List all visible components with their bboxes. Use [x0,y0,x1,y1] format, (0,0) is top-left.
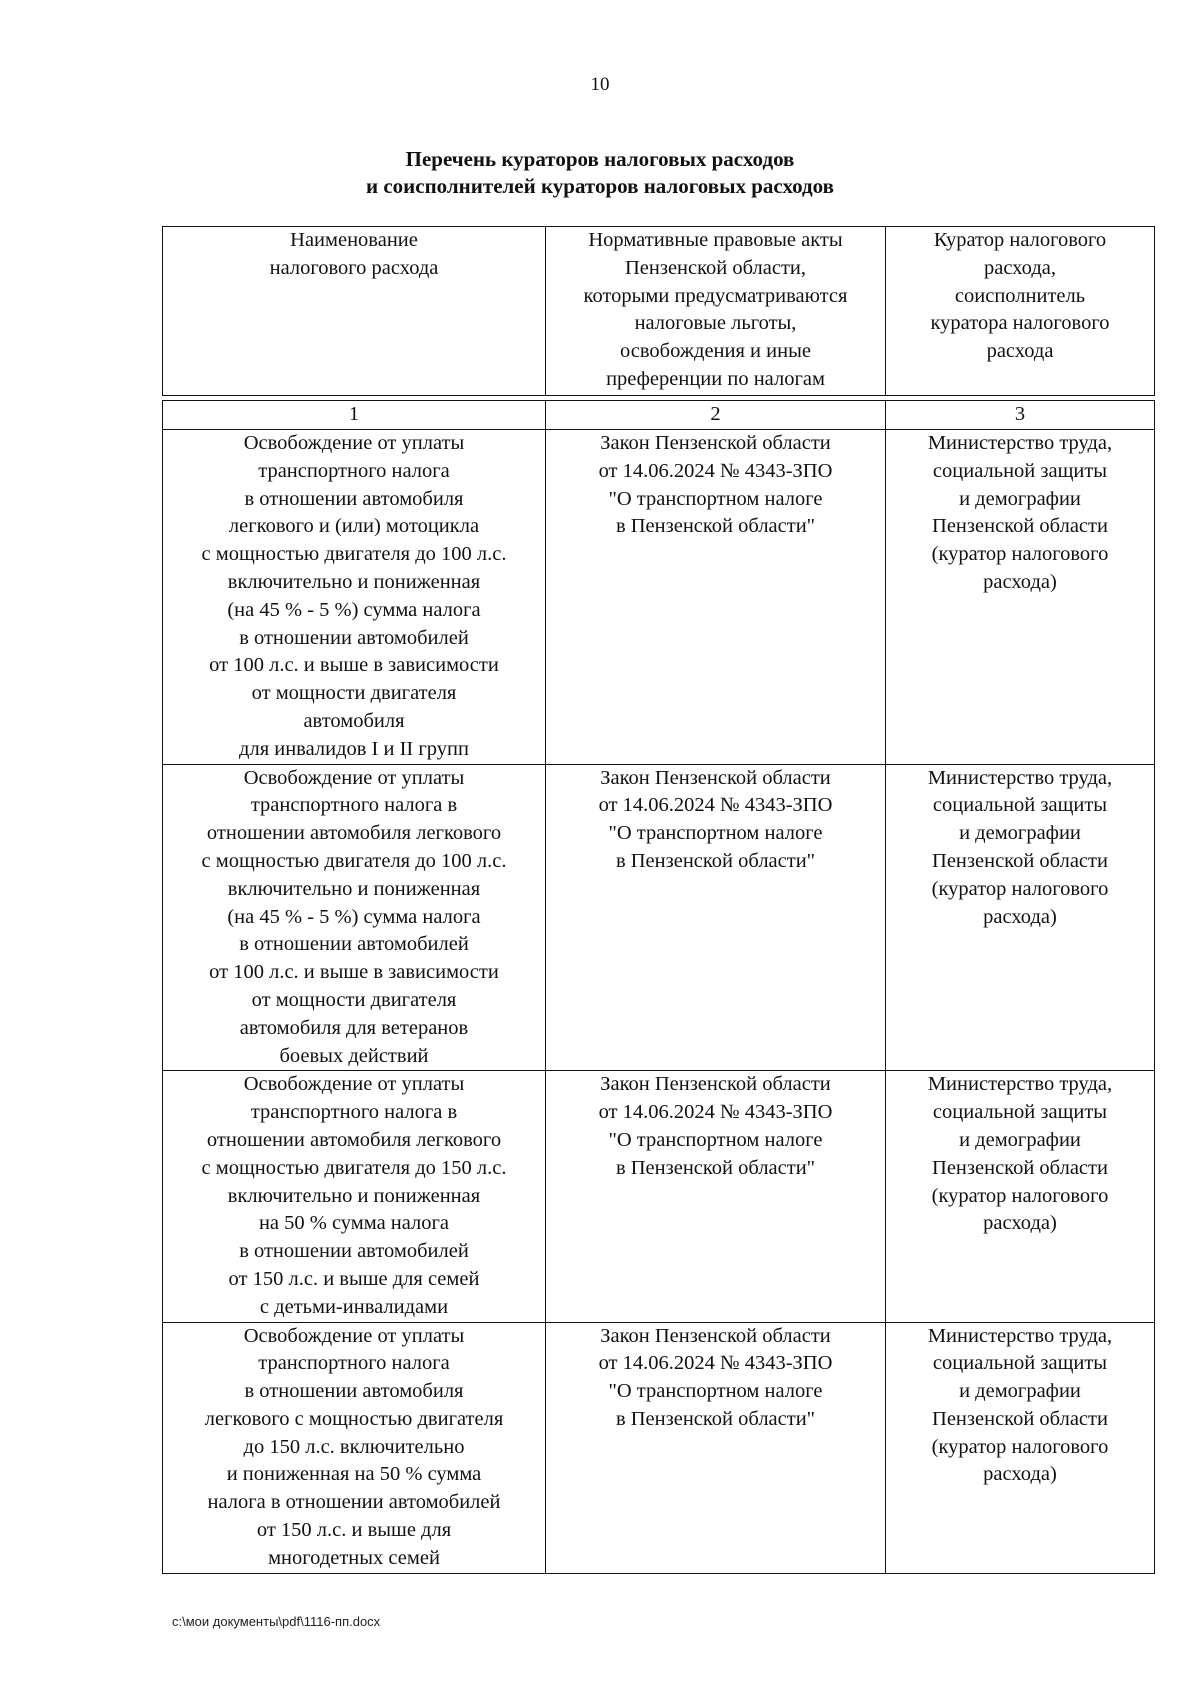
cell-line: "О транспортном налоге [608,1380,823,1403]
cell-line: (куратор налогового [931,543,1109,566]
cell-line: Освобождение от уплаты [243,432,465,454]
cell-line: налоговые льготы, [634,312,797,335]
cell-line: расхода) [983,905,1057,928]
cell-line: многодетных семей [268,1546,440,1569]
cell-line: Пензенской области [932,849,1108,872]
cell-line: налога в отношении автомобилей [207,1491,501,1514]
cell-line: Пензенской области, [624,256,807,279]
cell-line: (на 45 % - 5 %) сумма налога [227,598,481,621]
cell-line: отношении автомобиля легкового [206,1128,502,1151]
cell-line: Освобождение от уплаты [243,1073,465,1096]
cell-line: Куратор налогового [933,229,1107,251]
table-row [163,1071,1155,1322]
cell-line: в отношении автомобиля [244,487,464,510]
cell-line: Наименование [290,229,418,251]
cell-line: расхода) [983,1463,1057,1486]
cell-line: социальной защиты [932,459,1108,482]
header-cell-curator [886,227,1155,396]
cell-line: расхода) [983,1212,1057,1235]
cell-line: "О транспортном налоге [608,822,823,845]
cell-line: в Пензенской области" [615,1407,816,1430]
cell-line: (куратор налогового [931,877,1109,900]
cell-line: преференции по налогам [606,367,825,390]
cell-line: Министерство труда, [927,1073,1113,1096]
cell-line: в отношении автомобилей [239,933,469,956]
cell-line: до 150 л.с. включительно [243,1435,465,1458]
table-row [163,764,1155,1071]
title-line-2: и соисполнителей кураторов налоговых расходов [365,174,834,198]
cell-line: и демографии [959,487,1081,510]
cell-line: Освобождение от уплаты [243,1324,465,1347]
legal-act [546,764,886,1071]
tax-expense-name [163,1322,546,1573]
cell-line: расхода, [984,256,1056,279]
cell-line: от 100 л.с. и выше в зависимости [209,961,499,984]
table-row [163,1322,1155,1573]
header-row [163,227,1155,396]
cell-line: которыми предусматриваются [583,284,848,307]
curator [886,1322,1155,1573]
cell-line: в Пензенской области" [615,1156,816,1179]
cell-line: автомобиля для ветеранов [239,1016,469,1039]
cell-line: с мощностью двигателя до 100 л.с. [201,849,507,872]
tax-expense-name [163,764,546,1071]
cell-line: (куратор налогового [931,1435,1109,1458]
cell-line: расхода [986,340,1054,363]
cell-line: транспортного налога в [250,794,458,817]
cell-line: от 14.06.2024 № 4343-ЗПО [598,1101,833,1124]
cell-line: от 150 л.с. и выше для семей [228,1267,480,1290]
cell-line: легкового с мощностью двигателя [204,1407,504,1430]
cell-line: с детьми-инвалидами [259,1295,449,1318]
header-table [162,226,1155,396]
cell-line: автомобиля [303,709,405,732]
cell-line: Нормативные правовые акты [588,229,843,251]
title-line-1: Перечень кураторов налоговых расходов [405,147,795,171]
cell-line: (куратор налогового [931,1184,1109,1207]
tax-expense-name [163,430,546,765]
cell-line: в Пензенской области" [615,515,816,538]
cell-line: с мощностью двигателя до 150 л.с. [201,1156,507,1179]
cell-line: от мощности двигателя [251,682,457,705]
cell-line: налогового расхода [269,256,439,279]
cell-line: Закон Пензенской области [600,432,831,454]
column-number: 1 [163,401,546,430]
cell-line: "О транспортном налоге [608,1128,823,1151]
document-path: c:\мои документы\pdf\1116-пп.docx [172,1614,381,1629]
cell-line: и демографии [959,1380,1081,1403]
cell-line: Закон Пензенской области [600,1073,831,1096]
cell-line: от 150 л.с. и выше для [256,1519,452,1542]
table-row [163,430,1155,765]
cell-line: Министерство труда, [927,766,1113,789]
curator [886,764,1155,1071]
cell-line: соисполнитель [954,284,1086,307]
cell-line: в отношении автомобиля [244,1380,464,1403]
cell-line: Министерство труда, [927,432,1113,454]
cell-line: "О транспортном налоге [608,487,823,510]
cell-line: от 14.06.2024 № 4343-ЗПО [598,459,833,482]
curator [886,430,1155,765]
cell-line: освобождения и иные [620,340,811,363]
legal-act [546,1322,886,1573]
cell-line: Министерство труда, [927,1324,1113,1347]
cell-line: от 14.06.2024 № 4343-ЗПО [598,1352,833,1375]
legal-act [546,1071,886,1322]
header-cell-acts [546,227,886,396]
cell-line: на 50 % сумма налога [258,1212,450,1235]
cell-line: Пензенской области [932,1407,1108,1430]
cell-line: включительно и пониженная [227,570,481,593]
curator [886,1071,1155,1322]
cell-line: социальной защиты [932,794,1108,817]
column-number-row [163,401,1155,430]
cell-line: в Пензенской области" [615,849,816,872]
cell-line: транспортного налога в [250,1101,458,1124]
column-number: 3 [886,401,1155,430]
cell-line: от 14.06.2024 № 4343-ЗПО [598,794,833,817]
cell-line: отношении автомобиля легкового [206,822,502,845]
page-number: 10 [590,74,610,95]
cell-line: и пониженная на 50 % сумма [226,1463,482,1486]
cell-line: включительно и пониженная [227,877,481,900]
cell-line: в отношении автомобилей [239,1240,469,1263]
cell-line: транспортного налога [258,459,450,482]
cell-line: и демографии [959,822,1081,845]
cell-line: в отношении автомобилей [239,626,469,649]
header-cell-name [163,227,546,396]
cell-line: от мощности двигателя [251,988,457,1011]
page-title [0,146,1200,200]
cell-line: куратора налогового [930,312,1110,335]
cell-line: для инвалидов I и II групп [239,737,469,760]
cell-line: Пензенской области [932,1156,1108,1179]
cell-line: боевых действий [279,1044,429,1067]
cell-line: Закон Пензенской области [600,766,831,789]
cell-line: расхода) [983,570,1057,593]
cell-line: от 100 л.с. и выше в зависимости [209,654,499,677]
cell-line: включительно и пониженная [227,1184,481,1207]
cell-line: транспортного налога [258,1352,450,1375]
cell-line: Освобождение от уплаты [243,766,465,789]
cell-line: (на 45 % - 5 %) сумма налога [227,905,481,928]
curators-table [162,400,1155,1574]
tax-expense-name [163,1071,546,1322]
cell-line: социальной защиты [932,1352,1108,1375]
cell-line: социальной защиты [932,1101,1108,1124]
legal-act [546,430,886,765]
cell-line: легкового и (или) мотоцикла [228,515,480,538]
cell-line: Пензенской области [932,515,1108,538]
column-number: 2 [546,401,886,430]
cell-line: Закон Пензенской области [600,1324,831,1347]
cell-line: с мощностью двигателя до 100 л.с. [201,543,507,566]
cell-line: и демографии [959,1128,1081,1151]
